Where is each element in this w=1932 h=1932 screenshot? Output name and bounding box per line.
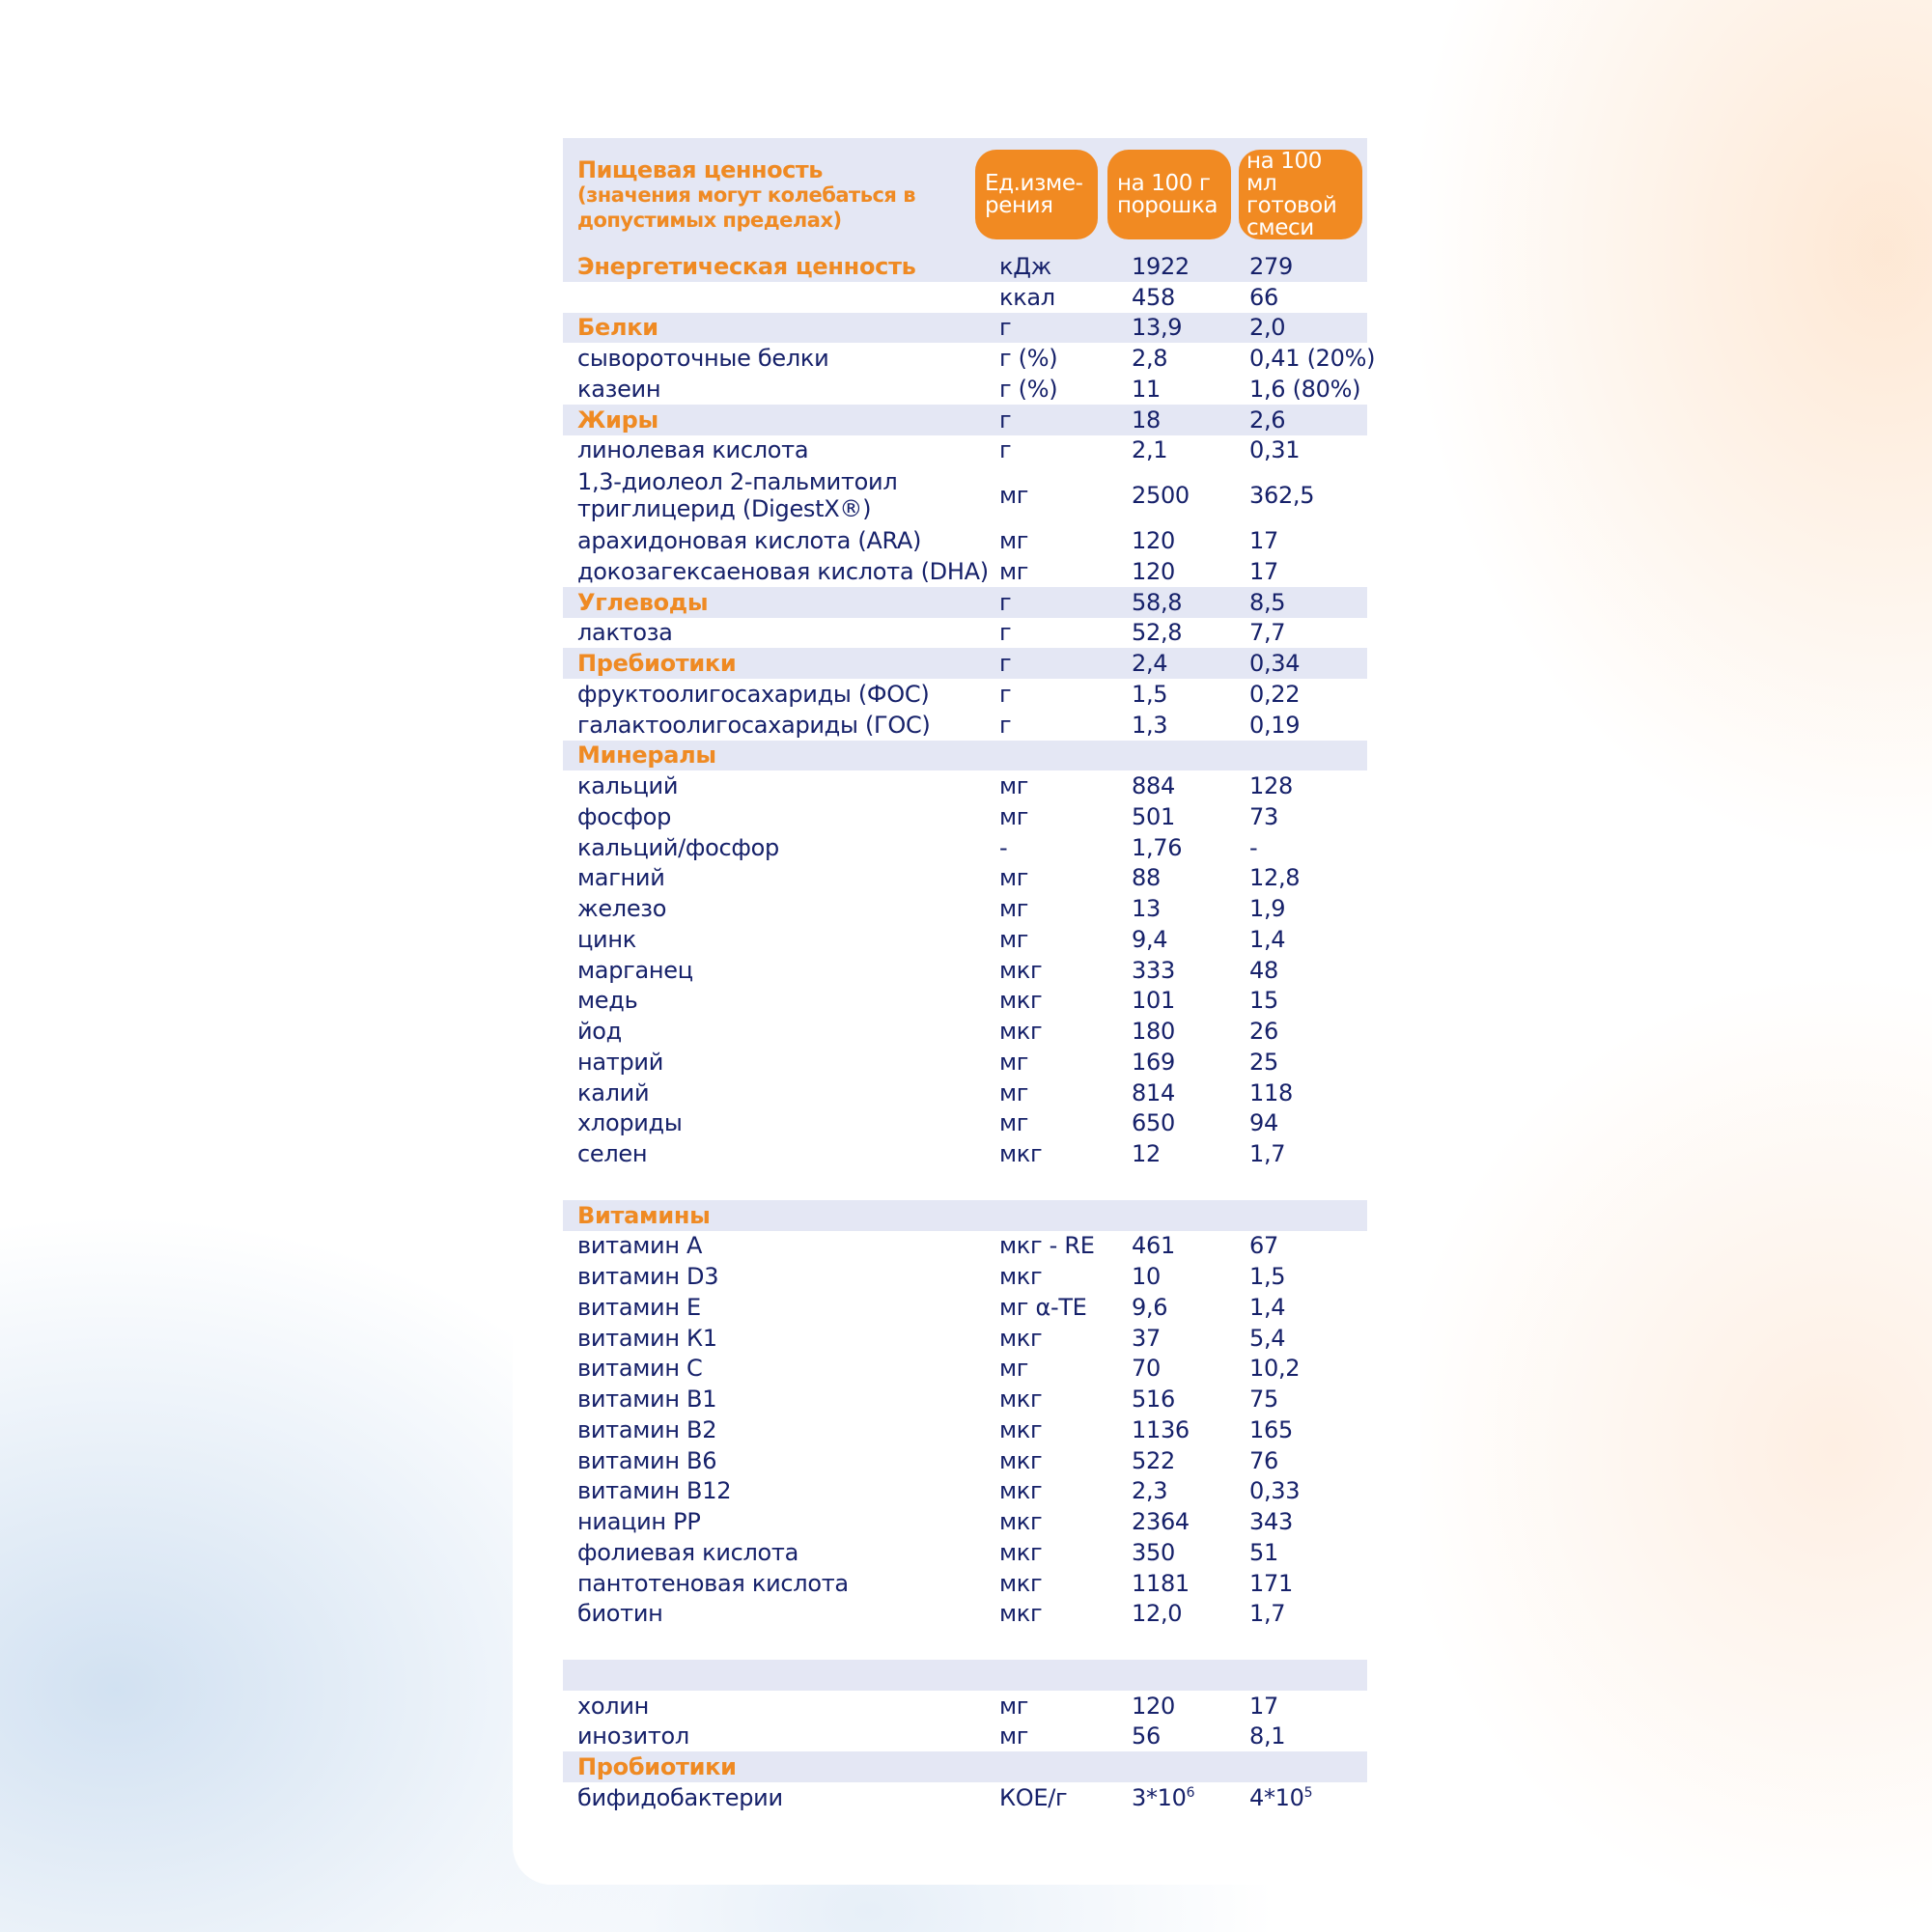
row-per-100ml: 0,22 xyxy=(1249,680,1301,708)
row-unit: мкг xyxy=(999,1508,1043,1536)
row-name: хлориды xyxy=(577,1109,683,1137)
row-per-100g: 13 xyxy=(1132,895,1161,923)
row-per-100g: 9,4 xyxy=(1132,925,1168,953)
row-per-100ml: 73 xyxy=(1249,802,1278,830)
column-header-per-100g-line1: на 100 г xyxy=(1117,170,1211,196)
column-header-per-100ml-line3: смеси xyxy=(1246,214,1314,240)
per-100g-exponent: 6 xyxy=(1186,1784,1195,1801)
row-per-100ml: 1,5 xyxy=(1249,1263,1286,1291)
row-unit: мкг xyxy=(999,1018,1043,1046)
row-unit: г xyxy=(999,711,1012,739)
row-name: витамин Е xyxy=(577,1293,701,1321)
table-row xyxy=(563,1231,1367,1262)
row-name: галактоолигосахариды (ГОС) xyxy=(577,711,931,739)
row-unit: мкг xyxy=(999,956,1043,984)
row-unit: ккал xyxy=(999,283,1055,311)
row-per-100g: 501 xyxy=(1132,802,1175,830)
row-unit: мг xyxy=(999,482,1029,510)
row-name: витамин К1 xyxy=(577,1324,717,1352)
table-row xyxy=(563,1782,1367,1813)
row-per-100ml: 51 xyxy=(1249,1538,1278,1566)
row-unit: г xyxy=(999,680,1012,708)
row-per-100g: 9,6 xyxy=(1132,1293,1168,1321)
row-per-100ml: 76 xyxy=(1249,1446,1278,1474)
row-per-100ml: 66 xyxy=(1249,283,1278,311)
row-per-100g: 101 xyxy=(1132,987,1175,1015)
row-per-100ml: 1,4 xyxy=(1249,925,1286,953)
table-row xyxy=(563,770,1367,801)
row-per-100ml: 8,1 xyxy=(1249,1722,1286,1750)
table-row xyxy=(563,1568,1367,1599)
row-per-100g: 180 xyxy=(1132,1018,1175,1046)
row-per-100ml xyxy=(1249,1784,1312,1811)
row-per-100ml: 94 xyxy=(1249,1109,1278,1137)
table-row xyxy=(563,1537,1367,1568)
row-per-100ml: 7,7 xyxy=(1249,619,1286,647)
row-per-100ml: 48 xyxy=(1249,956,1278,984)
per-100ml-exponent: 5 xyxy=(1303,1784,1313,1801)
header-title xyxy=(577,157,964,233)
row-name: Витамины xyxy=(577,1201,711,1229)
row-per-100g: 333 xyxy=(1132,956,1175,984)
table-row xyxy=(563,1384,1367,1414)
table-row xyxy=(563,986,1367,1017)
row-name: Энергетическая ценность xyxy=(577,252,916,280)
row-unit: г (%) xyxy=(999,375,1058,403)
row-per-100g: 1,3 xyxy=(1132,711,1168,739)
row-per-100ml: 0,33 xyxy=(1249,1477,1301,1505)
table-row xyxy=(563,435,1367,466)
table-row xyxy=(563,282,1367,313)
row-per-100ml: 26 xyxy=(1249,1018,1278,1046)
table-row xyxy=(563,1476,1367,1507)
row-per-100g: 88 xyxy=(1132,864,1161,892)
row-per-100g: 169 xyxy=(1132,1048,1175,1076)
row-unit: мг xyxy=(999,895,1029,923)
row-per-100g xyxy=(1132,1784,1194,1811)
table-row xyxy=(563,1108,1367,1139)
row-per-100ml: 75 xyxy=(1249,1386,1278,1414)
row-per-100g: 56 xyxy=(1132,1722,1161,1750)
row-unit: мкг xyxy=(999,1386,1043,1414)
row-unit: мкг xyxy=(999,1263,1043,1291)
column-header-unit-line2: рения xyxy=(985,192,1053,218)
row-name: арахидоновая кислота (ARA) xyxy=(577,527,922,555)
row-per-100g: 12 xyxy=(1132,1140,1161,1168)
row-per-100ml: 0,34 xyxy=(1249,650,1301,678)
row-unit: мг xyxy=(999,1078,1029,1106)
table-row xyxy=(563,1078,1367,1108)
row-per-100ml: 12,8 xyxy=(1249,864,1301,892)
row-per-100g: 2,1 xyxy=(1132,436,1168,464)
row-unit: г xyxy=(999,406,1012,434)
table-row xyxy=(563,648,1367,679)
per-100g-base: 3*10 xyxy=(1132,1783,1187,1811)
row-per-100g: 650 xyxy=(1132,1109,1175,1137)
row-per-100g: 12,0 xyxy=(1132,1600,1183,1628)
row-per-100ml: 8,5 xyxy=(1249,588,1286,616)
row-per-100ml: 279 xyxy=(1249,252,1293,280)
row-name: казеин xyxy=(577,375,661,403)
row-name: холин xyxy=(577,1692,650,1720)
row-per-100ml: 15 xyxy=(1249,987,1278,1015)
row-unit: г xyxy=(999,436,1012,464)
row-unit: мкг - RE xyxy=(999,1232,1095,1260)
table-row xyxy=(563,1354,1367,1385)
column-header-per-100g-line2: порошка xyxy=(1117,192,1218,218)
row-per-100ml: 25 xyxy=(1249,1048,1278,1076)
row-name: инозитол xyxy=(577,1722,689,1750)
table-row xyxy=(563,1138,1367,1169)
row-per-100ml: 17 xyxy=(1249,1692,1278,1720)
row-per-100g: 58,8 xyxy=(1132,588,1183,616)
row-unit: мг xyxy=(999,802,1029,830)
row-per-100ml: 17 xyxy=(1249,557,1278,585)
row-per-100g: 11 xyxy=(1132,375,1161,403)
row-name: 1,3-диолеол 2-пальмитоил триглицерид (DigestX®) xyxy=(577,468,898,523)
row-per-100ml: 128 xyxy=(1249,772,1293,800)
row-per-100g: 1922 xyxy=(1132,252,1190,280)
table-row-spacer xyxy=(563,1169,1367,1200)
row-name: цинк xyxy=(577,925,636,953)
row-per-100ml: 0,31 xyxy=(1249,436,1301,464)
row-per-100ml: 5,4 xyxy=(1249,1324,1286,1352)
table-row xyxy=(563,893,1367,924)
row-per-100ml: 118 xyxy=(1249,1078,1293,1106)
row-name: пантотеновая кислота xyxy=(577,1569,849,1597)
row-unit: г xyxy=(999,619,1012,647)
row-per-100ml: 17 xyxy=(1249,527,1278,555)
row-unit: мг xyxy=(999,1109,1029,1137)
row-per-100g: 884 xyxy=(1132,772,1175,800)
row-per-100g: 10 xyxy=(1132,1263,1161,1291)
row-name: фруктоолигосахариды (ФОС) xyxy=(577,680,930,708)
row-per-100g: 350 xyxy=(1132,1538,1175,1566)
table-row xyxy=(563,556,1367,587)
table-row xyxy=(563,1751,1367,1782)
row-per-100ml: 10,2 xyxy=(1249,1355,1301,1383)
row-per-100ml: 1,4 xyxy=(1249,1293,1286,1321)
table-row xyxy=(563,343,1376,374)
row-unit: мкг xyxy=(999,1477,1043,1505)
row-unit: мкг xyxy=(999,1538,1043,1566)
row-per-100g: 1136 xyxy=(1132,1415,1190,1443)
table-row xyxy=(563,1200,1367,1231)
row-unit: мг xyxy=(999,925,1029,953)
row-name: Пребиотики xyxy=(577,650,737,678)
row-per-100g: 52,8 xyxy=(1132,619,1183,647)
row-per-100ml: 2,0 xyxy=(1249,314,1286,342)
table-row xyxy=(563,1261,1367,1292)
nutrition-table xyxy=(563,138,1376,1813)
row-name: витамин В6 xyxy=(577,1446,717,1474)
table-row xyxy=(563,251,1367,282)
table-row xyxy=(563,1414,1367,1445)
row-name: кальций/фосфор xyxy=(577,833,779,861)
row-unit: мкг xyxy=(999,1446,1043,1474)
row-per-100ml: 1,7 xyxy=(1249,1600,1286,1628)
row-per-100g: 70 xyxy=(1132,1355,1161,1383)
row-unit: мг xyxy=(999,772,1029,800)
row-name: йод xyxy=(577,1018,622,1046)
table-row xyxy=(563,1722,1367,1752)
row-name: Белки xyxy=(577,314,658,342)
row-per-100g: 37 xyxy=(1132,1324,1161,1352)
per-100ml-base: 4*10 xyxy=(1249,1783,1304,1811)
column-header-per-100g xyxy=(1107,150,1231,239)
header-title-line3: допустимых пределах) xyxy=(577,209,842,232)
row-per-100g: 458 xyxy=(1132,283,1175,311)
row-per-100ml: 0,19 xyxy=(1249,711,1301,739)
row-per-100ml: 1,6 (80%) xyxy=(1249,375,1361,403)
column-header-unit xyxy=(975,150,1098,239)
row-name: селен xyxy=(577,1140,648,1168)
row-per-100g: 120 xyxy=(1132,1692,1175,1720)
row-per-100g: 1,5 xyxy=(1132,680,1168,708)
row-unit: мкг xyxy=(999,1415,1043,1443)
row-per-100g: 18 xyxy=(1132,406,1161,434)
column-header-per-100ml-line1: на 100 мл xyxy=(1246,148,1322,196)
row-name: ниацин РР xyxy=(577,1508,701,1536)
row-per-100g: 814 xyxy=(1132,1078,1175,1106)
row-per-100g: 2,4 xyxy=(1132,650,1168,678)
row-per-100g: 516 xyxy=(1132,1386,1175,1414)
table-row xyxy=(563,1599,1367,1630)
row-name: биотин xyxy=(577,1600,663,1628)
row-per-100ml: 343 xyxy=(1249,1508,1293,1536)
table-row xyxy=(563,955,1367,986)
row-unit: мг xyxy=(999,1692,1029,1720)
row-per-100ml: 171 xyxy=(1249,1569,1293,1597)
row-unit: мг xyxy=(999,1355,1029,1383)
row-name: Жиры xyxy=(577,406,658,434)
row-per-100ml: - xyxy=(1249,833,1258,861)
row-name: железо xyxy=(577,895,667,923)
row-name: бифидобактерии xyxy=(577,1783,783,1811)
row-per-100g: 2,3 xyxy=(1132,1477,1168,1505)
table-row xyxy=(563,465,1367,525)
row-per-100ml: 0,41 (20%) xyxy=(1249,345,1376,373)
table-row xyxy=(563,1691,1367,1722)
row-per-100g: 1181 xyxy=(1132,1569,1190,1597)
row-name: фолиевая кислота xyxy=(577,1538,799,1566)
row-name: Пробиотики xyxy=(577,1753,737,1781)
table-row xyxy=(563,741,1367,771)
row-unit: г xyxy=(999,588,1012,616)
row-name: лактоза xyxy=(577,619,673,647)
row-name: витамин В12 xyxy=(577,1477,732,1505)
row-per-100g: 2364 xyxy=(1132,1508,1190,1536)
table-row xyxy=(563,801,1367,832)
row-name: витамин D3 xyxy=(577,1263,719,1291)
row-unit: КОЕ/г xyxy=(999,1783,1068,1811)
header-title-line1: Пищевая ценность xyxy=(577,156,823,183)
row-per-100g: 1,76 xyxy=(1132,833,1183,861)
row-unit: мкг xyxy=(999,1140,1043,1168)
row-per-100ml: 165 xyxy=(1249,1415,1293,1443)
table-row xyxy=(563,1016,1367,1047)
table-body xyxy=(563,251,1376,1813)
row-name: фосфор xyxy=(577,802,672,830)
row-name: Углеводы xyxy=(577,588,709,616)
row-name: витамин С xyxy=(577,1355,703,1383)
row-unit: г xyxy=(999,650,1012,678)
row-name: сывороточные белки xyxy=(577,345,829,373)
row-name: калий xyxy=(577,1078,650,1106)
row-unit: мг xyxy=(999,864,1029,892)
row-unit: мкг xyxy=(999,1569,1043,1597)
row-per-100g: 2500 xyxy=(1132,482,1190,510)
table-row xyxy=(563,1445,1367,1476)
row-per-100ml: 1,9 xyxy=(1249,895,1286,923)
row-name: магний xyxy=(577,864,665,892)
row-unit: кДж xyxy=(999,252,1051,280)
table-row xyxy=(563,313,1367,344)
column-header-per-100ml xyxy=(1239,150,1362,239)
row-name: медь xyxy=(577,987,638,1015)
row-per-100g: 120 xyxy=(1132,527,1175,555)
row-per-100g: 522 xyxy=(1132,1446,1175,1474)
row-unit: мг xyxy=(999,527,1029,555)
row-unit: мг α-TE xyxy=(999,1293,1087,1321)
row-name: витамин А xyxy=(577,1232,703,1260)
row-unit: г xyxy=(999,314,1012,342)
row-name: витамин В1 xyxy=(577,1386,717,1414)
row-name: витамин В2 xyxy=(577,1415,717,1443)
row-name: марганец xyxy=(577,956,693,984)
table-row-spacer xyxy=(563,1629,1367,1660)
header-title-line2: (значения могут колебаться в xyxy=(577,183,916,207)
table-header xyxy=(563,138,1367,251)
table-row xyxy=(563,587,1367,618)
row-name: кальций xyxy=(577,772,679,800)
table-row xyxy=(563,374,1367,405)
row-unit: мг xyxy=(999,557,1029,585)
column-header-unit-line1: Ед.изме- xyxy=(985,170,1083,196)
table-row xyxy=(563,1506,1367,1537)
row-name: докозагексаеновая кислота (DHA) xyxy=(577,557,989,585)
table-row xyxy=(563,679,1367,710)
row-unit: мг xyxy=(999,1722,1029,1750)
row-name: натрий xyxy=(577,1048,664,1076)
row-per-100ml: 1,7 xyxy=(1249,1140,1286,1168)
row-unit: мкг xyxy=(999,1600,1043,1628)
row-per-100g: 13,9 xyxy=(1132,314,1183,342)
row-unit: - xyxy=(999,833,1008,861)
table-row xyxy=(563,710,1367,741)
table-row xyxy=(563,405,1367,435)
row-per-100g: 120 xyxy=(1132,557,1175,585)
table-row-empty-band xyxy=(563,1660,1367,1691)
table-row xyxy=(563,525,1367,556)
column-header-per-100ml-line2: готовой xyxy=(1246,192,1337,218)
table-row xyxy=(563,1323,1367,1354)
table-row xyxy=(563,1047,1367,1078)
row-name: Минералы xyxy=(577,742,716,770)
row-per-100g: 2,8 xyxy=(1132,345,1168,373)
row-unit: мг xyxy=(999,1048,1029,1076)
row-unit: мкг xyxy=(999,1324,1043,1352)
table-row xyxy=(563,863,1367,894)
row-unit: г (%) xyxy=(999,345,1058,373)
table-row xyxy=(563,924,1367,955)
row-name: линолевая кислота xyxy=(577,436,809,464)
row-per-100ml: 362,5 xyxy=(1249,482,1315,510)
table-row xyxy=(563,832,1367,863)
table-row xyxy=(563,618,1367,649)
row-unit: мкг xyxy=(999,987,1043,1015)
row-per-100g: 461 xyxy=(1132,1232,1175,1260)
table-row xyxy=(563,1292,1367,1323)
row-per-100ml: 67 xyxy=(1249,1232,1278,1260)
row-per-100ml: 2,6 xyxy=(1249,406,1286,434)
